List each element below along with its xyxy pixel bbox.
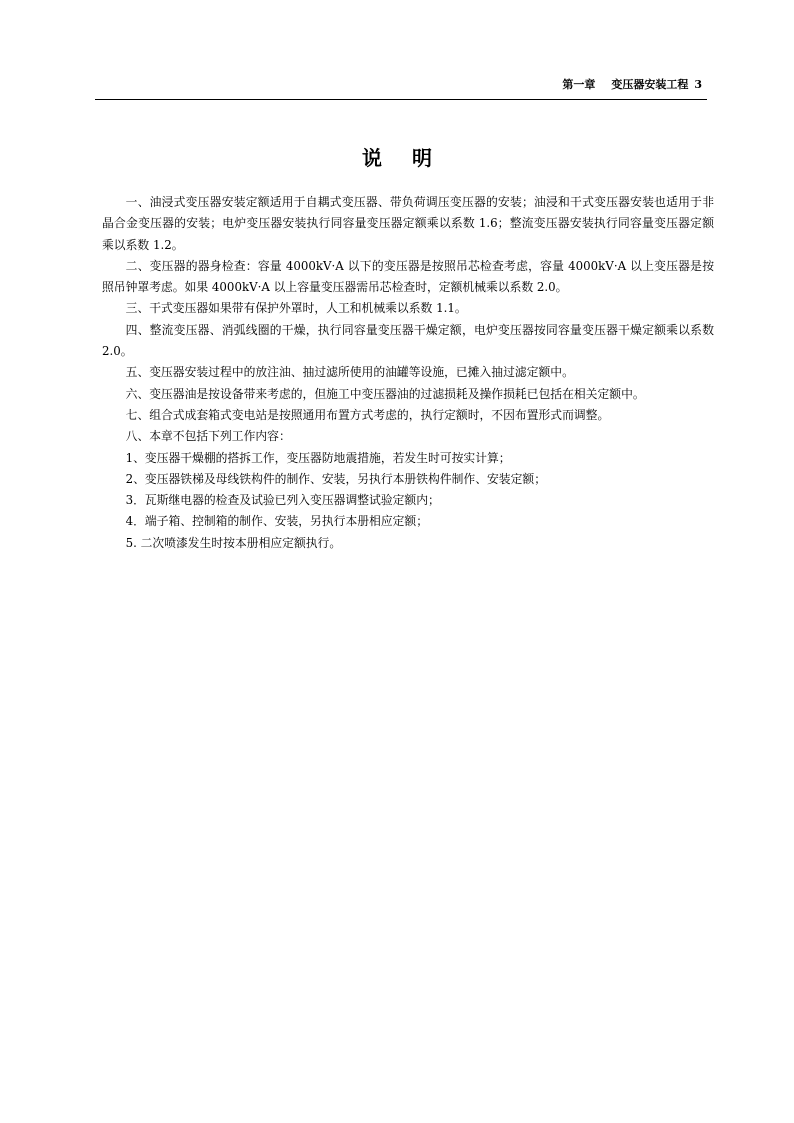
document-body — [102, 192, 714, 554]
paragraph-5: 五、变压器安装过程中的放注油、抽过滤所使用的油罐等设施，已摊入抽过滤定额中。 — [125, 365, 574, 380]
paragraph-7: 七、组合式成套箱式变电站是按照通用布置方式考虑的，执行定额时，不因布置形式而调整。 — [125, 407, 610, 422]
running-header — [562, 76, 702, 92]
list-item-5: 5. 二次喷漆发生时按本册相应定额执行。 — [125, 535, 342, 550]
header-section-title: 变压器安装工程 — [611, 78, 689, 91]
paragraph-6: 六、变压器油是按设备带来考虑的，但施工中变压器油的过滤损耗及操作损耗已包括在相关定额中。 — [125, 386, 645, 401]
page-title: 说明 — [362, 146, 462, 170]
list-item-4: 4．端子箱、控制箱的制作、安装，另执行本册相应定额； — [125, 514, 429, 529]
paragraph-4: 四、整流变压器、消弧线圈的干燥，执行同容量变压器干燥定额，电炉变压器按同容量变压器干燥定额乘以系数 2.0。 — [102, 322, 714, 359]
paragraph-8: 八、本章不包括下列工作内容： — [125, 429, 291, 444]
list-item-3: 3．瓦斯继电器的检查及试验已列入变压器调整试验定额内； — [125, 493, 440, 508]
list-item-2: 2、变压器铁梯及母线铁构件的制作、安装，另执行本册铁构件制作、安装定额； — [125, 471, 546, 486]
header-rule — [95, 99, 707, 100]
header-chapter: 第一章 — [562, 78, 596, 91]
paragraph-3: 三、干式变压器如果带有保护外罩时，人工和机械乘以系数 1.1。 — [125, 301, 467, 316]
paragraph-2: 二、变压器的器身检查：容量 4000kV·A 以下的变压器是按照吊芯检查考虑，容量 4000kV·A 以上变压器是按照吊钟罩考虑。如果 4000kV·A 以上容量变压器需吊芯检查时，定额机械乘以系数 2.0。 — [102, 258, 714, 295]
list-item-1: 1、变压器干燥棚的搭拆工作，变压器防地震措施，若发生时可按实计算； — [125, 450, 511, 465]
paragraph-1: 一、油浸式变压器安装定额适用于自耦式变压器、带负荷调压变压器的安装；油浸和干式变压器安装也适用于非晶合金变压器的安装；电炉变压器安装执行同容量变压器定额乘以系数 1.6；整流变压器安装执行同容量变压器定额乘以系数 1.2。 — [102, 195, 714, 252]
page-number: 3 — [694, 78, 702, 91]
